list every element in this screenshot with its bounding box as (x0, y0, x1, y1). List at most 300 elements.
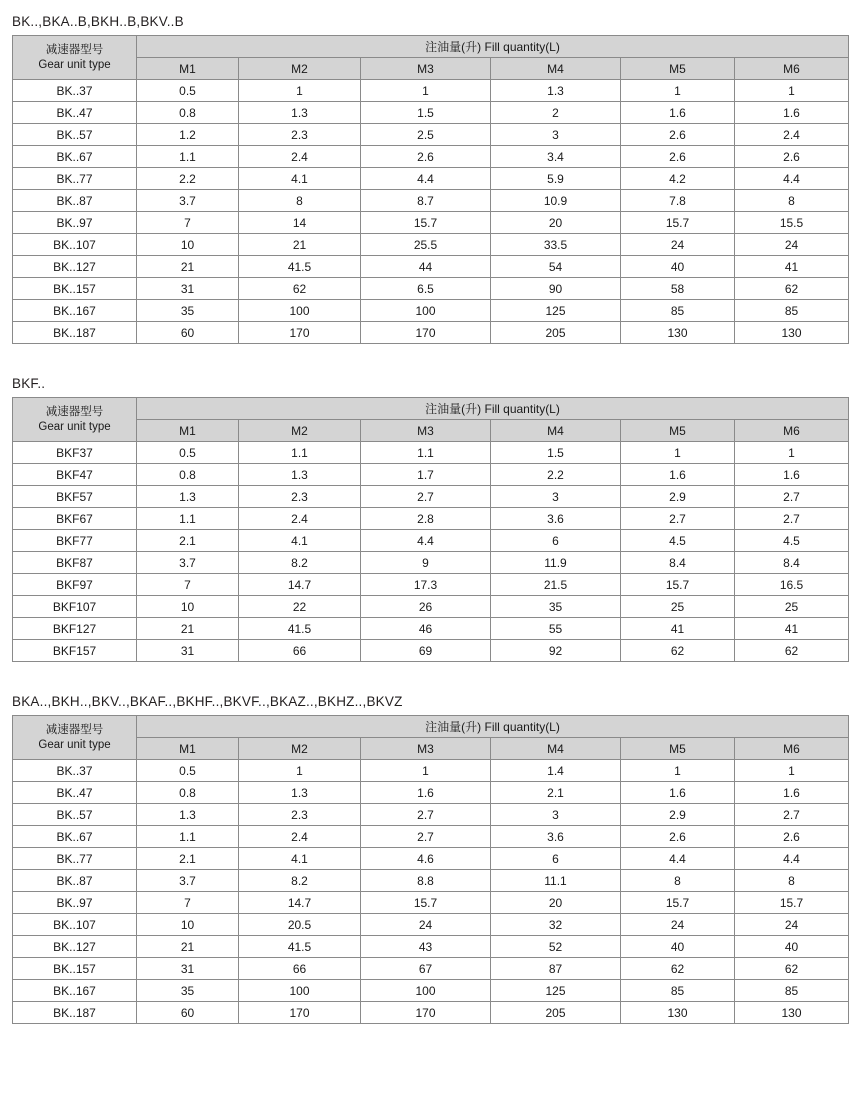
header-type-en: Gear unit type (38, 58, 111, 71)
row-value-m3: 4.4 (361, 530, 491, 552)
header-fill-quantity: 注油量(升) Fill quantity(L) (137, 36, 849, 58)
row-value-m2: 41.5 (239, 256, 361, 278)
row-value-m1: 2.1 (137, 530, 239, 552)
row-type: BKF157 (13, 640, 137, 662)
row-value-m2: 1.3 (239, 464, 361, 486)
table-header-row (13, 398, 849, 420)
row-value-m4: 20 (491, 892, 621, 914)
row-value-m3: 170 (361, 322, 491, 344)
row-value-m6: 16.5 (735, 574, 849, 596)
row-value-m2: 1.3 (239, 782, 361, 804)
row-value-m2: 22 (239, 596, 361, 618)
row-value-m6: 4.4 (735, 848, 849, 870)
row-type: BK..77 (13, 168, 137, 190)
row-type: BK..107 (13, 234, 137, 256)
row-value-m3: 4.4 (361, 168, 491, 190)
table-row (13, 530, 849, 552)
row-value-m3: 43 (361, 936, 491, 958)
row-value-m2: 2.3 (239, 124, 361, 146)
row-value-m4: 5.9 (491, 168, 621, 190)
table-row (13, 322, 849, 344)
table-row (13, 300, 849, 322)
row-value-m3: 100 (361, 980, 491, 1002)
row-type: BK..87 (13, 190, 137, 212)
row-value-m3: 1.7 (361, 464, 491, 486)
header-col-m2: M2 (239, 738, 361, 760)
row-value-m4: 33.5 (491, 234, 621, 256)
header-col-m4: M4 (491, 420, 621, 442)
row-value-m4: 1.4 (491, 760, 621, 782)
row-value-m4: 87 (491, 958, 621, 980)
row-value-m4: 52 (491, 936, 621, 958)
row-value-m5: 4.5 (621, 530, 735, 552)
row-value-m3: 2.7 (361, 826, 491, 848)
row-value-m1: 31 (137, 278, 239, 300)
row-value-m6: 62 (735, 640, 849, 662)
row-value-m6: 1 (735, 442, 849, 464)
row-type: BK..37 (13, 80, 137, 102)
row-value-m5: 2.6 (621, 826, 735, 848)
row-type: BKF57 (13, 486, 137, 508)
row-value-m5: 24 (621, 914, 735, 936)
section-bkf (8, 376, 844, 662)
row-value-m1: 3.7 (137, 870, 239, 892)
row-value-m3: 67 (361, 958, 491, 980)
table-row (13, 782, 849, 804)
row-value-m3: 44 (361, 256, 491, 278)
row-value-m3: 4.6 (361, 848, 491, 870)
table-row (13, 596, 849, 618)
row-value-m1: 1.1 (137, 146, 239, 168)
row-value-m2: 66 (239, 958, 361, 980)
row-value-m6: 1 (735, 760, 849, 782)
row-value-m6: 8 (735, 870, 849, 892)
row-value-m6: 8.4 (735, 552, 849, 574)
row-type: BK..97 (13, 892, 137, 914)
row-value-m2: 14.7 (239, 892, 361, 914)
row-value-m3: 17.3 (361, 574, 491, 596)
row-value-m3: 1.1 (361, 442, 491, 464)
section-spacer (8, 354, 844, 370)
row-value-m4: 21.5 (491, 574, 621, 596)
row-type: BK..187 (13, 322, 137, 344)
row-value-m6: 85 (735, 980, 849, 1002)
table-row (13, 914, 849, 936)
row-value-m3: 2.7 (361, 804, 491, 826)
row-value-m2: 14 (239, 212, 361, 234)
table-row (13, 870, 849, 892)
row-type: BKF127 (13, 618, 137, 640)
row-value-m5: 2.9 (621, 804, 735, 826)
row-type: BK..57 (13, 804, 137, 826)
row-value-m2: 41.5 (239, 618, 361, 640)
row-value-m5: 1 (621, 760, 735, 782)
row-value-m2: 41.5 (239, 936, 361, 958)
header-col-m1: M1 (137, 420, 239, 442)
row-value-m5: 41 (621, 618, 735, 640)
fill-quantity-table (12, 35, 849, 344)
row-value-m1: 10 (137, 234, 239, 256)
row-value-m5: 15.7 (621, 574, 735, 596)
table-row (13, 936, 849, 958)
table-row (13, 618, 849, 640)
row-value-m1: 10 (137, 914, 239, 936)
row-value-m1: 0.5 (137, 442, 239, 464)
row-value-m3: 1 (361, 760, 491, 782)
row-type: BK..97 (13, 212, 137, 234)
row-value-m3: 2.6 (361, 146, 491, 168)
row-value-m2: 21 (239, 234, 361, 256)
row-value-m4: 125 (491, 980, 621, 1002)
row-value-m4: 32 (491, 914, 621, 936)
header-col-m2: M2 (239, 420, 361, 442)
row-value-m2: 2.3 (239, 486, 361, 508)
row-value-m3: 6.5 (361, 278, 491, 300)
row-value-m1: 7 (137, 892, 239, 914)
row-value-m1: 1.2 (137, 124, 239, 146)
row-value-m4: 90 (491, 278, 621, 300)
row-value-m1: 60 (137, 322, 239, 344)
row-value-m5: 1 (621, 80, 735, 102)
table-subheader-row (13, 738, 849, 760)
row-value-m3: 46 (361, 618, 491, 640)
row-value-m3: 1.5 (361, 102, 491, 124)
row-value-m5: 4.2 (621, 168, 735, 190)
row-value-m3: 25.5 (361, 234, 491, 256)
row-value-m2: 2.3 (239, 804, 361, 826)
header-col-m6: M6 (735, 738, 849, 760)
row-value-m3: 9 (361, 552, 491, 574)
row-value-m6: 8 (735, 190, 849, 212)
row-value-m1: 1.3 (137, 804, 239, 826)
row-value-m4: 20 (491, 212, 621, 234)
row-value-m5: 1.6 (621, 782, 735, 804)
table-row (13, 760, 849, 782)
row-value-m5: 2.6 (621, 124, 735, 146)
row-value-m6: 25 (735, 596, 849, 618)
row-value-m2: 100 (239, 980, 361, 1002)
row-value-m6: 2.6 (735, 826, 849, 848)
header-col-m1: M1 (137, 58, 239, 80)
fill-quantity-table (12, 715, 849, 1024)
row-value-m2: 1 (239, 760, 361, 782)
row-value-m5: 62 (621, 640, 735, 662)
row-value-m3: 8.8 (361, 870, 491, 892)
row-value-m4: 6 (491, 848, 621, 870)
row-value-m1: 10 (137, 596, 239, 618)
header-col-m4: M4 (491, 58, 621, 80)
row-value-m5: 1 (621, 442, 735, 464)
row-value-m5: 4.4 (621, 848, 735, 870)
row-value-m6: 130 (735, 1002, 849, 1024)
header-col-m3: M3 (361, 420, 491, 442)
section-spacer (8, 672, 844, 688)
table-row (13, 278, 849, 300)
table-row (13, 574, 849, 596)
row-type: BKF67 (13, 508, 137, 530)
table-row (13, 892, 849, 914)
row-value-m3: 15.7 (361, 212, 491, 234)
row-value-m1: 31 (137, 640, 239, 662)
header-col-m3: M3 (361, 738, 491, 760)
row-value-m2: 20.5 (239, 914, 361, 936)
row-value-m1: 0.5 (137, 760, 239, 782)
row-value-m4: 1.5 (491, 442, 621, 464)
row-value-m1: 2.1 (137, 848, 239, 870)
row-type: BK..87 (13, 870, 137, 892)
row-value-m4: 35 (491, 596, 621, 618)
table-row (13, 80, 849, 102)
header-col-m5: M5 (621, 58, 735, 80)
row-value-m4: 1.3 (491, 80, 621, 102)
row-value-m6: 2.7 (735, 804, 849, 826)
row-value-m1: 60 (137, 1002, 239, 1024)
header-fill-quantity: 注油量(升) Fill quantity(L) (137, 398, 849, 420)
fill-quantity-table (12, 397, 849, 662)
row-value-m1: 7 (137, 212, 239, 234)
row-value-m1: 35 (137, 300, 239, 322)
row-type: BKF77 (13, 530, 137, 552)
header-col-m6: M6 (735, 420, 849, 442)
row-value-m4: 3 (491, 804, 621, 826)
row-value-m2: 170 (239, 322, 361, 344)
row-value-m2: 4.1 (239, 848, 361, 870)
table-row (13, 168, 849, 190)
row-value-m6: 15.7 (735, 892, 849, 914)
row-value-m5: 85 (621, 980, 735, 1002)
row-value-m2: 8.2 (239, 552, 361, 574)
row-value-m5: 130 (621, 1002, 735, 1024)
row-value-m5: 8 (621, 870, 735, 892)
row-type: BK..67 (13, 146, 137, 168)
row-type: BK..167 (13, 980, 137, 1002)
row-value-m3: 2.8 (361, 508, 491, 530)
row-value-m1: 0.8 (137, 464, 239, 486)
row-type: BK..127 (13, 256, 137, 278)
row-value-m4: 205 (491, 1002, 621, 1024)
table-row (13, 486, 849, 508)
row-value-m2: 66 (239, 640, 361, 662)
row-value-m5: 7.8 (621, 190, 735, 212)
table-row (13, 804, 849, 826)
table-row (13, 102, 849, 124)
row-value-m2: 1.3 (239, 102, 361, 124)
row-value-m1: 31 (137, 958, 239, 980)
row-value-m1: 21 (137, 256, 239, 278)
row-value-m2: 100 (239, 300, 361, 322)
section-title: BKA..,BKH..,BKV..,BKAF..,BKHF..,BKVF..,BKAZ..,BKHZ..,BKVZ (12, 694, 403, 709)
section-bka-bkh-bkv (8, 694, 844, 1024)
row-value-m6: 2.7 (735, 508, 849, 530)
header-col-m3: M3 (361, 58, 491, 80)
header-col-m6: M6 (735, 58, 849, 80)
row-value-m5: 8.4 (621, 552, 735, 574)
header-col-m1: M1 (137, 738, 239, 760)
row-value-m4: 2.2 (491, 464, 621, 486)
row-value-m3: 170 (361, 1002, 491, 1024)
row-type: BK..57 (13, 124, 137, 146)
row-value-m1: 7 (137, 574, 239, 596)
row-value-m1: 1.1 (137, 826, 239, 848)
row-value-m6: 2.7 (735, 486, 849, 508)
row-value-m5: 2.6 (621, 146, 735, 168)
row-value-m4: 3.6 (491, 826, 621, 848)
row-value-m4: 205 (491, 322, 621, 344)
row-value-m2: 62 (239, 278, 361, 300)
row-value-m2: 1.1 (239, 442, 361, 464)
row-value-m6: 24 (735, 234, 849, 256)
row-value-m6: 85 (735, 300, 849, 322)
table-row (13, 190, 849, 212)
row-type: BK..157 (13, 958, 137, 980)
header-type-cn: 减速器型号 (45, 406, 104, 419)
row-value-m6: 4.4 (735, 168, 849, 190)
table-row (13, 146, 849, 168)
row-value-m5: 15.7 (621, 212, 735, 234)
row-type: BK..167 (13, 300, 137, 322)
table-row (13, 958, 849, 980)
row-value-m5: 2.7 (621, 508, 735, 530)
header-gear-unit-type (13, 398, 137, 442)
row-value-m3: 26 (361, 596, 491, 618)
row-value-m2: 8.2 (239, 870, 361, 892)
row-value-m5: 85 (621, 300, 735, 322)
header-col-m5: M5 (621, 420, 735, 442)
table-header-row (13, 36, 849, 58)
row-value-m6: 62 (735, 958, 849, 980)
table-header-row (13, 716, 849, 738)
table-subheader-row (13, 58, 849, 80)
row-value-m2: 8 (239, 190, 361, 212)
row-value-m4: 6 (491, 530, 621, 552)
row-value-m4: 3 (491, 124, 621, 146)
row-value-m6: 24 (735, 914, 849, 936)
row-type: BK..77 (13, 848, 137, 870)
row-value-m3: 1.6 (361, 782, 491, 804)
row-value-m6: 4.5 (735, 530, 849, 552)
header-gear-unit-type (13, 716, 137, 760)
row-value-m4: 125 (491, 300, 621, 322)
row-value-m5: 25 (621, 596, 735, 618)
row-value-m6: 1.6 (735, 782, 849, 804)
row-type: BK..157 (13, 278, 137, 300)
table-row (13, 124, 849, 146)
row-value-m6: 130 (735, 322, 849, 344)
row-type: BK..127 (13, 936, 137, 958)
row-value-m5: 24 (621, 234, 735, 256)
row-type: BK..107 (13, 914, 137, 936)
row-value-m2: 4.1 (239, 530, 361, 552)
header-type-cn: 减速器型号 (45, 44, 104, 57)
row-value-m5: 40 (621, 936, 735, 958)
row-value-m1: 35 (137, 980, 239, 1002)
row-value-m3: 8.7 (361, 190, 491, 212)
row-value-m6: 62 (735, 278, 849, 300)
table-row (13, 552, 849, 574)
row-value-m4: 54 (491, 256, 621, 278)
row-value-m1: 0.8 (137, 102, 239, 124)
row-value-m1: 2.2 (137, 168, 239, 190)
row-value-m3: 24 (361, 914, 491, 936)
table-row (13, 256, 849, 278)
row-value-m4: 3.6 (491, 508, 621, 530)
header-type-en: Gear unit type (38, 738, 111, 751)
row-value-m4: 2.1 (491, 782, 621, 804)
row-value-m1: 3.7 (137, 552, 239, 574)
row-type: BKF87 (13, 552, 137, 574)
row-value-m5: 40 (621, 256, 735, 278)
row-value-m4: 2 (491, 102, 621, 124)
row-value-m2: 2.4 (239, 826, 361, 848)
header-col-m5: M5 (621, 738, 735, 760)
row-value-m5: 58 (621, 278, 735, 300)
row-value-m1: 0.8 (137, 782, 239, 804)
row-value-m5: 15.7 (621, 892, 735, 914)
row-value-m3: 100 (361, 300, 491, 322)
row-value-m2: 170 (239, 1002, 361, 1024)
row-type: BKF47 (13, 464, 137, 486)
table-row (13, 464, 849, 486)
section-bk (8, 14, 844, 344)
table-row (13, 1002, 849, 1024)
row-type: BKF107 (13, 596, 137, 618)
row-value-m5: 130 (621, 322, 735, 344)
row-value-m3: 69 (361, 640, 491, 662)
row-value-m2: 2.4 (239, 508, 361, 530)
header-col-m2: M2 (239, 58, 361, 80)
row-value-m4: 92 (491, 640, 621, 662)
row-value-m5: 1.6 (621, 102, 735, 124)
row-value-m4: 55 (491, 618, 621, 640)
row-value-m1: 1.3 (137, 486, 239, 508)
table-row (13, 508, 849, 530)
row-value-m1: 1.1 (137, 508, 239, 530)
row-value-m6: 2.6 (735, 146, 849, 168)
table-row (13, 640, 849, 662)
header-col-m4: M4 (491, 738, 621, 760)
table-row (13, 212, 849, 234)
row-value-m6: 1.6 (735, 102, 849, 124)
row-value-m3: 15.7 (361, 892, 491, 914)
row-type: BK..47 (13, 782, 137, 804)
row-value-m4: 3.4 (491, 146, 621, 168)
row-value-m5: 2.9 (621, 486, 735, 508)
header-fill-quantity: 注油量(升) Fill quantity(L) (137, 716, 849, 738)
row-value-m1: 21 (137, 936, 239, 958)
row-value-m2: 2.4 (239, 146, 361, 168)
table-row (13, 980, 849, 1002)
row-value-m2: 4.1 (239, 168, 361, 190)
header-type-cn: 减速器型号 (45, 724, 104, 737)
row-value-m4: 11.1 (491, 870, 621, 892)
row-value-m4: 10.9 (491, 190, 621, 212)
row-value-m3: 1 (361, 80, 491, 102)
table-row (13, 234, 849, 256)
row-type: BK..37 (13, 760, 137, 782)
row-value-m6: 2.4 (735, 124, 849, 146)
section-title: BKF.. (12, 376, 46, 391)
row-value-m3: 2.7 (361, 486, 491, 508)
table-subheader-row (13, 420, 849, 442)
row-value-m5: 1.6 (621, 464, 735, 486)
row-type: BKF37 (13, 442, 137, 464)
table-row (13, 848, 849, 870)
row-value-m6: 41 (735, 256, 849, 278)
table-row (13, 442, 849, 464)
row-value-m6: 41 (735, 618, 849, 640)
row-value-m2: 1 (239, 80, 361, 102)
row-value-m1: 3.7 (137, 190, 239, 212)
